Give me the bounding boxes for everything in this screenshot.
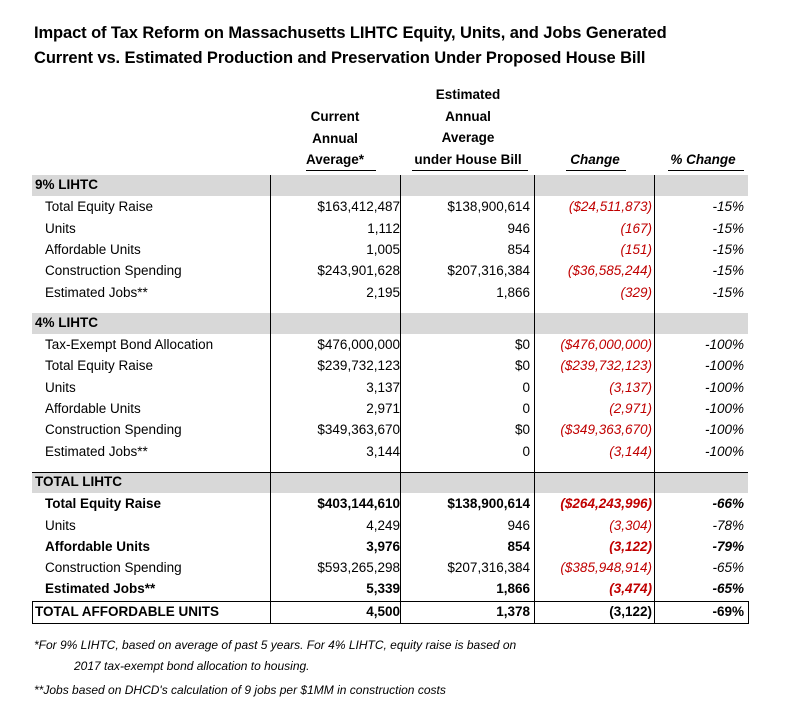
section-header-label: TOTAL LIHTC	[35, 473, 122, 489]
total-cell-current: 4,500	[366, 603, 400, 619]
header-estimated-line: Average	[441, 130, 495, 145]
cell-estimated: 854	[507, 241, 530, 257]
section-header-label: 9% LIHTC	[35, 177, 99, 192]
cell-label: Estimated Jobs**	[45, 443, 148, 459]
total-affordable-units-row	[32, 601, 748, 622]
cell-label: Construction Spending	[45, 263, 182, 279]
cell-label: Affordable Units	[45, 241, 141, 257]
cell-estimated: $138,900,614	[447, 496, 530, 512]
cell-label: Estimated Jobs**	[45, 581, 156, 597]
cell-current: 3,976	[366, 538, 400, 554]
cell-change: ($36,585,244)	[567, 263, 652, 279]
cell-pct: -66%	[712, 496, 744, 512]
total-row-right-border	[748, 601, 749, 624]
cell-change: (3,304)	[609, 517, 652, 533]
cell-change: (151)	[620, 241, 652, 257]
cell-current: $243,901,628	[317, 263, 400, 279]
section-header-label: 4% LIHTC	[35, 314, 99, 330]
table-row	[32, 282, 748, 303]
cell-pct: -65%	[712, 560, 744, 576]
table-row	[32, 355, 748, 376]
table-row	[32, 515, 748, 536]
cell-current: 1,112	[367, 220, 400, 236]
cell-pct: -100%	[704, 422, 744, 438]
header-underline-estimated	[412, 170, 528, 171]
cell-pct: -100%	[704, 358, 744, 374]
cell-label: Affordable Units	[45, 401, 141, 416]
section-header-band	[32, 313, 748, 334]
header-underline-pct	[668, 170, 744, 171]
header-pct-change	[658, 149, 748, 171]
section-top-border	[32, 472, 748, 473]
cell-estimated: $0	[514, 358, 530, 374]
cell-label: Total Equity Raise	[45, 199, 154, 215]
cell-current: 3,144	[366, 443, 400, 459]
header-estimated-line: Annual	[445, 108, 491, 124]
table-row	[32, 239, 748, 260]
cell-pct: -15%	[712, 241, 744, 257]
cell-change: ($476,000,000)	[560, 337, 652, 353]
cell-pct: -100%	[704, 401, 744, 416]
cell-pct: -79%	[712, 538, 744, 554]
cell-estimated: 946	[507, 220, 530, 236]
table-row	[32, 398, 748, 419]
header-underline-change	[566, 170, 626, 171]
cell-estimated: $138,900,614	[447, 199, 530, 215]
cell-estimated: 0	[522, 443, 530, 459]
cell-label: Tax-Exempt Bond Allocation	[45, 337, 214, 353]
cell-estimated: $207,316,384	[447, 560, 530, 576]
cell-estimated: 854	[507, 538, 530, 554]
table-row	[32, 377, 748, 398]
total-cell-label: TOTAL AFFORDABLE UNITS	[35, 603, 219, 619]
cell-label: Units	[45, 379, 76, 395]
cell-current: $163,412,487	[317, 199, 400, 215]
cell-estimated: 946	[507, 517, 530, 533]
cell-pct: -100%	[704, 379, 744, 395]
table-row	[32, 493, 748, 514]
cell-pct: -15%	[712, 199, 744, 215]
cell-pct: -100%	[704, 443, 744, 459]
cell-change: (2,971)	[609, 401, 652, 416]
cell-change: ($385,948,914)	[560, 560, 652, 576]
total-row-bottom-border	[32, 623, 748, 624]
cell-current: $349,363,670	[317, 422, 400, 438]
cell-change: (167)	[620, 220, 652, 236]
total-cell-change: (3,122)	[609, 603, 652, 619]
header-current-line: Average*	[305, 152, 365, 167]
cell-label: Construction Spending	[45, 560, 182, 576]
table-row	[32, 196, 748, 217]
footnote-2: **Jobs based on DHCD's calculation of 9 jobs per $1MM in construction costs	[34, 683, 446, 697]
cell-current: $239,732,123	[317, 358, 400, 374]
cell-estimated: $0	[514, 422, 530, 438]
header-pct-change-label: % Change	[670, 152, 736, 167]
cell-change: ($264,243,996)	[560, 496, 652, 512]
cell-current: 2,195	[366, 284, 400, 300]
header-estimated-line: under House Bill	[414, 151, 522, 167]
cell-change: (329)	[620, 284, 652, 300]
column-divider	[400, 175, 401, 623]
cell-label: Units	[45, 220, 76, 236]
column-divider	[654, 175, 655, 623]
cell-change: (3,474)	[609, 581, 652, 597]
total-row-left-border	[32, 601, 33, 623]
header-current-line: Current	[310, 109, 360, 124]
cell-label: Total Equity Raise	[45, 496, 162, 512]
cell-current: 5,339	[366, 581, 400, 597]
cell-label: Total Equity Raise	[45, 358, 154, 374]
table-row	[32, 419, 748, 440]
column-divider	[534, 175, 535, 623]
header-underline-current	[306, 170, 376, 171]
column-divider	[270, 175, 271, 623]
cell-label: Units	[45, 517, 76, 533]
cell-current: $476,000,000	[317, 337, 400, 353]
cell-change: ($239,732,123)	[560, 358, 652, 374]
header-current	[270, 106, 400, 171]
cell-estimated: 0	[522, 379, 530, 395]
cell-current: $403,144,610	[317, 496, 400, 512]
cell-pct: -78%	[712, 517, 744, 533]
cell-current: $593,265,298	[317, 560, 400, 576]
title-line-2: Current vs. Estimated Production and Preservation Under Proposed House Bill	[34, 49, 646, 67]
cell-label: Affordable Units	[45, 538, 151, 554]
cell-current: 4,249	[366, 517, 400, 533]
cell-pct: -15%	[712, 284, 744, 300]
table-row	[32, 557, 748, 578]
total-cell-pct: -69%	[712, 603, 744, 619]
header-estimated	[402, 84, 534, 170]
table-row	[32, 536, 748, 557]
table-row	[32, 334, 748, 355]
header-change-label: Change	[570, 152, 620, 167]
total-row-top-border	[32, 601, 748, 602]
cell-pct: -15%	[712, 263, 744, 279]
section-header-band	[32, 472, 748, 493]
cell-change: (3,144)	[609, 443, 652, 459]
table-row	[32, 218, 748, 239]
cell-pct: -15%	[712, 220, 744, 236]
cell-estimated: 1,866	[496, 284, 530, 300]
header-estimated-line: Estimated	[435, 87, 501, 102]
cell-change: (3,122)	[609, 538, 652, 554]
cell-pct: -100%	[704, 337, 744, 353]
cell-label: Estimated Jobs**	[45, 284, 148, 300]
cell-change: ($24,511,873)	[568, 199, 652, 215]
title-line-1: Impact of Tax Reform on Massachusetts LIHTC Equity, Units, and Jobs Generated	[34, 24, 667, 42]
footnote-1b: 2017 tax-exempt bond allocation to housing.	[74, 659, 310, 673]
cell-estimated: 1,866	[496, 581, 530, 597]
cell-estimated: $0	[514, 337, 530, 353]
table-row	[32, 578, 748, 599]
table-row	[32, 441, 748, 462]
table-row	[32, 260, 748, 281]
section-header-band	[32, 175, 748, 196]
cell-pct: -65%	[712, 581, 744, 597]
cell-current: 3,137	[366, 379, 400, 395]
cell-current: 2,971	[366, 401, 400, 416]
header-change	[536, 149, 654, 171]
cell-change: (3,137)	[609, 379, 652, 395]
cell-current: 1,005	[366, 241, 400, 257]
header-current-line: Annual	[312, 130, 358, 146]
total-cell-estimated: 1,378	[496, 603, 530, 619]
cell-estimated: $207,316,384	[447, 263, 530, 279]
cell-estimated: 0	[522, 401, 530, 416]
cell-change: ($349,363,670)	[560, 422, 652, 438]
footnote-1a: *For 9% LIHTC, based on average of past 5 years. For 4% LIHTC, equity raise is based on	[34, 638, 517, 652]
cell-label: Construction Spending	[45, 422, 182, 438]
